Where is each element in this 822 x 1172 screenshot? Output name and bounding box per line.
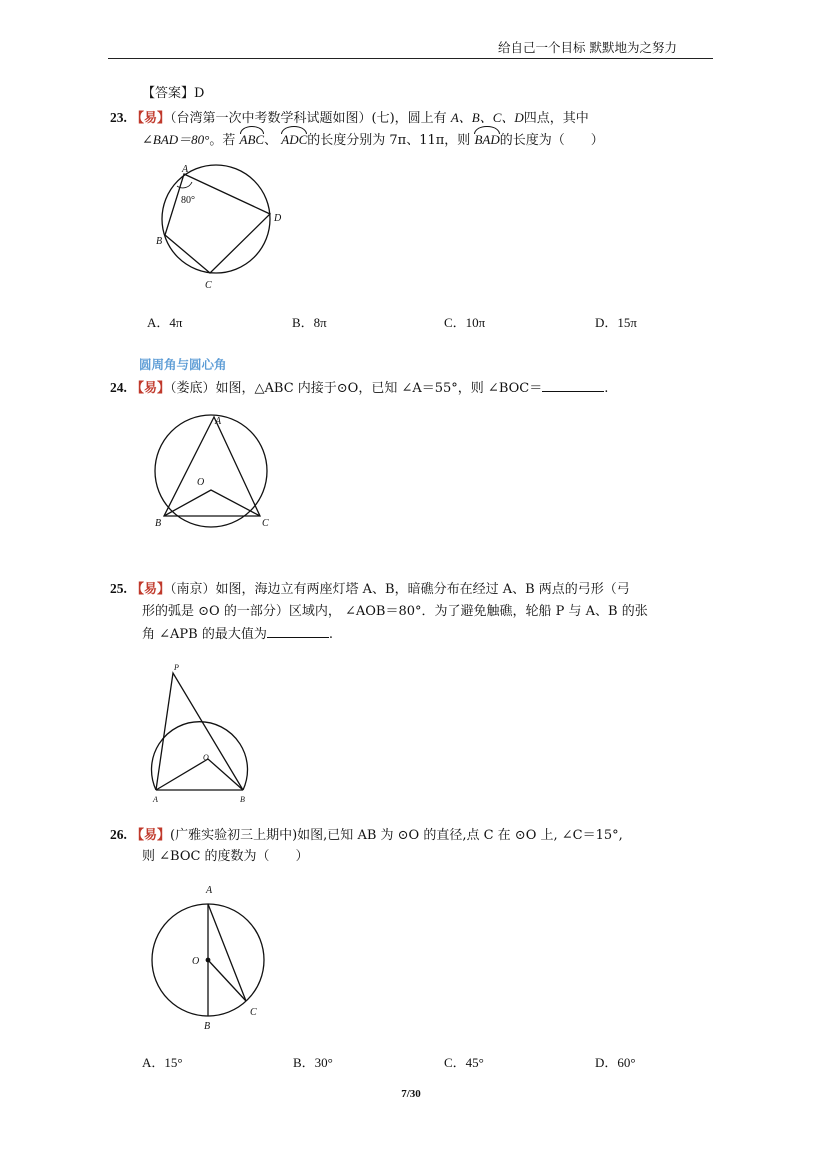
q24-line1: [110, 378, 608, 399]
header-slogan: 给自己一个目标 默默地为之努力: [498, 40, 677, 55]
q26-center-dot: [206, 958, 211, 963]
q25-end: .: [328, 627, 333, 642]
q23-arc-adc: ADC: [281, 130, 307, 150]
q23-label-c: C: [205, 280, 212, 291]
q23-label-80: 80°: [181, 195, 195, 206]
q26-label-o: O: [192, 956, 200, 967]
q23-text4: 的长度分别为 7π、11π，则: [307, 133, 471, 148]
q23-line2: [142, 130, 604, 151]
q26-option-d[interactable]: D．60°: [595, 1055, 636, 1070]
page-number: 7/30: [401, 1088, 421, 1100]
q23-option-a[interactable]: A．4π: [147, 315, 183, 330]
answer-label: 【答案】: [142, 86, 195, 101]
q23-label-b: B: [156, 236, 163, 247]
q23-angle-arc: [177, 182, 192, 188]
q23-circle: [162, 165, 270, 273]
q24-central-angle: [164, 490, 260, 516]
q26-text1: (广雅实验初三上期中)如图,已知 AB 为 ⊙O 的直径,点 C 在 ⊙O 上, ∠C＝15°,: [170, 828, 623, 843]
q25-line1: [110, 579, 630, 600]
q25-line3: [142, 625, 333, 645]
prev-answer: [142, 84, 204, 104]
q26-chord-ac: [208, 904, 246, 1001]
q26-label-b: B: [204, 1021, 211, 1032]
q26-radius-oc: [208, 960, 246, 1001]
q23-option-d[interactable]: D．15π: [595, 315, 637, 330]
q24-triangle: [164, 417, 260, 516]
q25-figure: [145, 660, 265, 808]
q24-figure: [148, 412, 278, 532]
q23-line1: [110, 108, 589, 129]
q24-label-o: O: [197, 477, 205, 488]
q23-figure: [150, 162, 290, 292]
q23-option-b[interactable]: B．8π: [292, 315, 327, 330]
q26-line2: 则 ∠BOC 的度数为（ ）: [142, 849, 309, 864]
q25-label-o: O: [203, 753, 209, 762]
q24-number: 24.: [110, 380, 127, 395]
q25-arc: [152, 722, 248, 790]
q24-answer-blank[interactable]: [542, 379, 604, 392]
q23-quadrilateral: [165, 174, 270, 273]
q23-text5: 的长度为（ ）: [499, 133, 604, 148]
q24-label-b: B: [155, 518, 162, 529]
q24-level: 【易】: [131, 381, 171, 396]
q25-label-a: A: [153, 795, 158, 804]
q23-text2: 四点，其中: [523, 111, 589, 126]
q23-angle: ∠BAD＝80°: [142, 132, 210, 147]
q24-text: （娄底）如图，△ABC 内接于⊙O，已知 ∠A＝55°，则 ∠BOC＝: [170, 381, 543, 396]
q25-text3: 角 ∠APB 的最大值为: [142, 627, 267, 642]
q24-end: .: [604, 381, 609, 396]
q26-line1: [110, 825, 623, 846]
q23-sep: 、: [264, 133, 278, 148]
q23-points: A、B、C、D: [450, 110, 524, 125]
q26-option-b[interactable]: B．30°: [293, 1055, 333, 1070]
q23-label-a: A: [182, 164, 189, 175]
q26-option-c[interactable]: C．45°: [444, 1055, 484, 1070]
header-divider: [108, 58, 713, 59]
q25-line2: 形的弧是 ⊙O 的一部分）区域内， ∠AOB＝80°．为了避免触礁，轮船 P 与 A、B 的张: [142, 604, 648, 619]
q25-answer-blank[interactable]: [267, 625, 329, 638]
q25-central-angle: [156, 759, 243, 790]
q26-option-a[interactable]: A．15°: [142, 1055, 183, 1070]
q25-number: 25.: [110, 581, 127, 596]
q26-level: 【易】: [131, 828, 171, 843]
section-title: 圆周角与圆心角: [139, 357, 227, 372]
q23-text1: （台湾第一次中考数学科试题如图）(七)，圆上有: [170, 111, 447, 126]
q25-lines-p: [156, 673, 243, 790]
q23-option-c[interactable]: C．10π: [444, 315, 486, 330]
q25-label-b: B: [240, 795, 245, 804]
q25-level: 【易】: [131, 582, 171, 597]
q25-label-p: P: [174, 663, 179, 672]
q23-label-d: D: [274, 213, 282, 224]
q25-text1: （南京）如图，海边立有两座灯塔 A、B，暗礁分布在经过 A、B 两点的弓形（弓: [170, 582, 630, 597]
q26-label-a: A: [206, 885, 213, 896]
q23-text3: 。若: [209, 133, 236, 148]
q24-label-c: C: [262, 518, 269, 529]
q26-figure: [140, 880, 280, 1032]
answer-value: D: [194, 86, 205, 101]
q23-arc-bad: BAD: [474, 130, 499, 150]
q23-level: 【易】: [131, 111, 171, 126]
q26-number: 26.: [110, 827, 127, 842]
q26-label-c: C: [250, 1007, 257, 1018]
q23-number: 23.: [110, 110, 127, 125]
q24-label-a: A: [215, 416, 222, 427]
q23-arc-abc: ABC: [240, 130, 265, 150]
